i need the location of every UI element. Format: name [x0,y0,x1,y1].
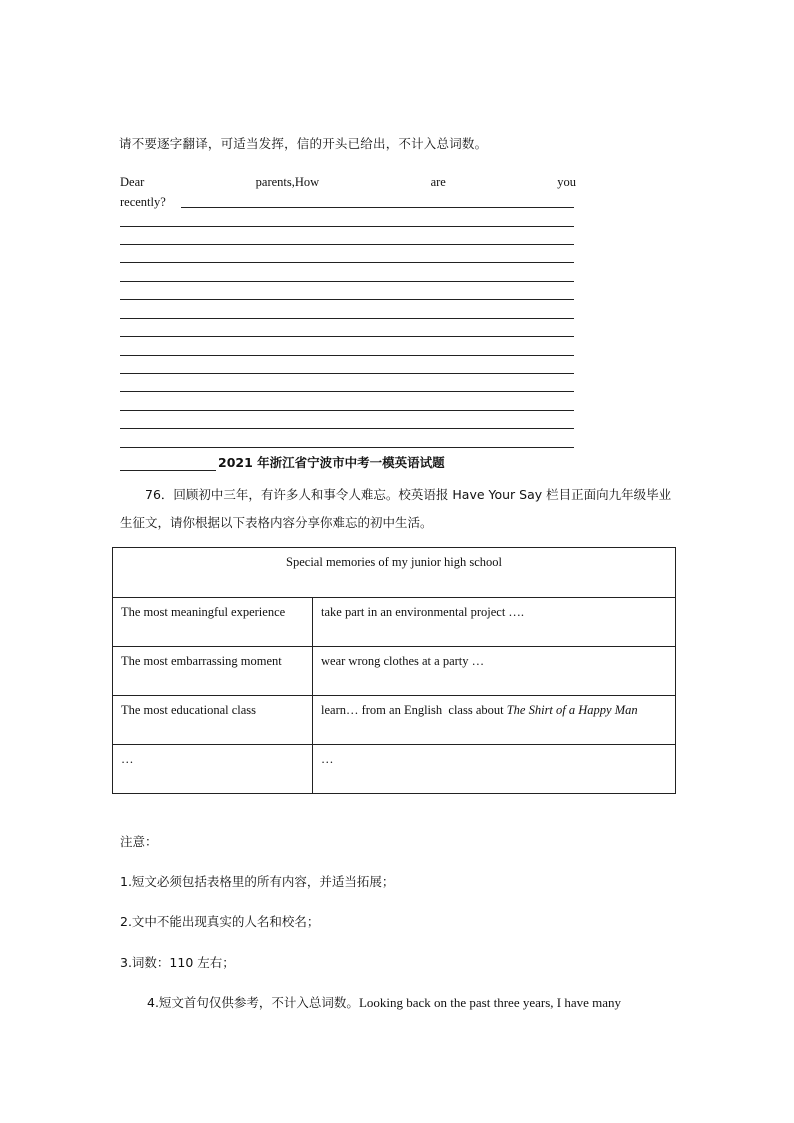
table-row [113,598,676,647]
cell-text: learn… from an English class about [321,703,507,717]
writing-line[interactable] [120,262,574,263]
table-header: Special memories of my junior high school [113,548,676,598]
note-en: Looking back on the past three years, I have many [358,995,622,1010]
writing-line[interactable] [120,373,574,374]
table-cell: wear wrong clothes at a party … [313,647,676,696]
writing-line[interactable] [120,447,574,448]
recently-word: recently? [120,195,166,209]
note-item: 1.短文必须包括表格里的所有内容，并适当拓展； [120,874,395,889]
table-cell: The most educational class [113,696,313,745]
note-cn: 4.短文首句仅供参考，不计入总词数。 [147,995,359,1010]
exam-title [120,453,445,471]
table-cell: The most embarrassing moment [113,647,313,696]
instruction-text: 请不要逐字翻译，可适当发挥，信的开头已给出，不计入总词数。 [119,136,488,151]
table-cell: The most meaningful experience [113,598,313,647]
table-cell: … [113,745,313,794]
writing-line[interactable] [120,391,574,392]
table-cell [313,696,676,745]
dear-word: Dear [120,175,145,189]
note-item: 3.词数：110 左右； [120,955,235,970]
you-word: you [557,175,576,189]
writing-line[interactable] [120,355,574,356]
table-row [113,696,676,745]
writing-line[interactable] [120,226,574,227]
writing-line[interactable] [120,244,574,245]
table-row [113,745,676,794]
table-cell: … [313,745,676,794]
parents-word: parents,How [255,175,320,189]
table-cell: take part in an environmental project …. [313,598,676,647]
writing-line[interactable] [120,281,574,282]
note-item: 2.文中不能出现真实的人名和校名； [120,914,320,929]
table-row [113,647,676,696]
question-76: 76．回顾初中三年，有许多人和事令人难忘。校英语报 Have Your Say 栏目正面向九年级毕业生征文，请你根据以下表格内容分享你难忘的初中生活。 [120,487,672,530]
memories-table [112,547,676,794]
notes-heading: 注意： [120,834,158,849]
writing-line[interactable] [120,428,574,429]
writing-line[interactable] [181,207,574,208]
story-title: The Shirt of a Happy Man [506,703,638,717]
writing-line[interactable] [120,336,574,337]
are-word: are [430,175,446,189]
note-item [147,993,687,1011]
letter-opening [120,175,576,190]
exam-title-text: 2021 年浙江省宁波市中考一模英语试题 [218,455,445,470]
writing-line[interactable] [120,318,574,319]
writing-line[interactable] [120,299,574,300]
title-blank [120,456,216,471]
writing-line[interactable] [120,410,574,411]
